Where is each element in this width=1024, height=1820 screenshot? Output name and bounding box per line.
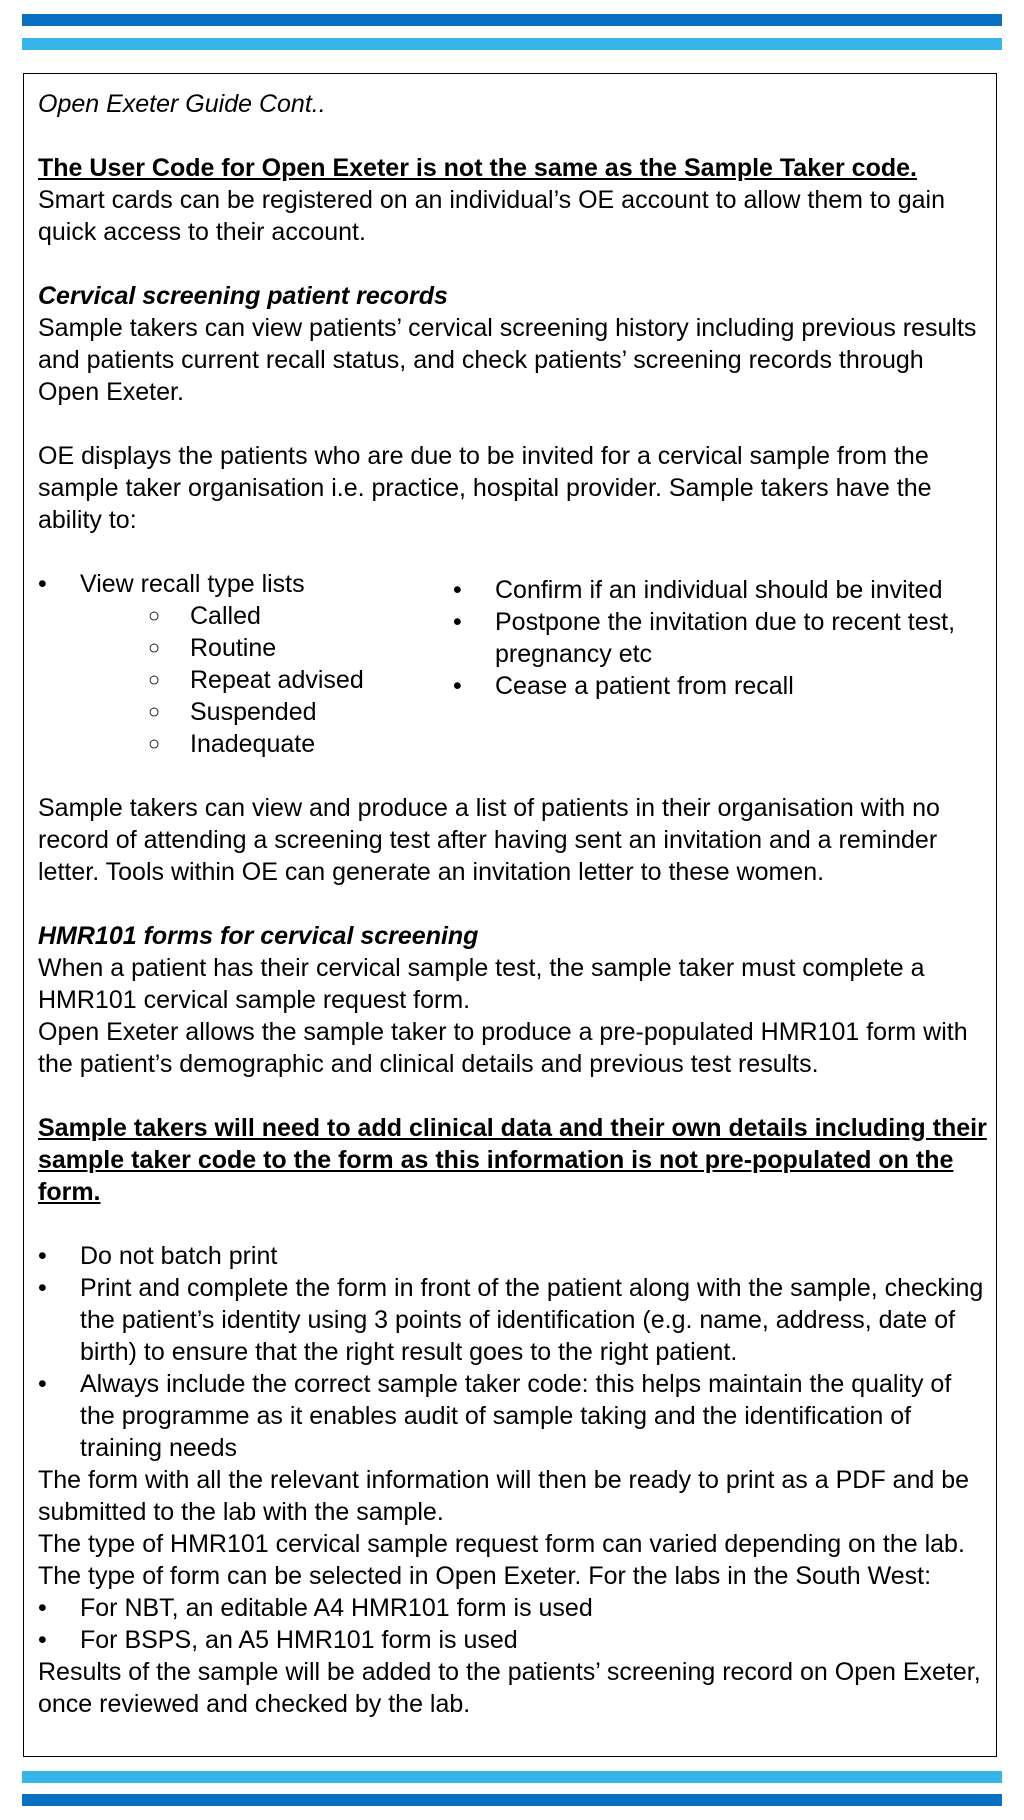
user-code-heading: The User Code for Open Exeter is not the same as the Sample Taker code. <box>38 154 917 182</box>
recall-type-list <box>80 600 453 760</box>
top-dark-stripe <box>22 14 1002 26</box>
records-heading: Cervical screening patient records <box>38 282 448 310</box>
list-item: • Do not batch print <box>38 1240 988 1272</box>
list-item: ○ Called <box>148 600 453 632</box>
list-item: • Cease a patient from recall <box>453 670 983 702</box>
hmr-warning: Sample takers will need to add clinical data and their own details including their sample taker code to the form as this information is not pre-populated on the form. <box>38 1114 987 1206</box>
hmr-text-4: The type of HMR101 cervical sample request form can varied depending on the lab. The type of form can be selected in Open Exeter. For the labs in the South West: <box>38 1530 965 1590</box>
abilities-columns <box>38 568 988 760</box>
list-item: ○ Repeat advised <box>148 664 453 696</box>
list-item: • For NBT, an editable A4 HMR101 form is used <box>38 1592 988 1624</box>
guide-content <box>38 88 988 1720</box>
list-item: • Print and complete the form in front of the patient along with the sample, checking the patient’s identity using 3 points of identification (e.g. name, address, date of birth) to ensure that the right result goes to the right patient. <box>38 1272 988 1368</box>
records-text: Sample takers can view patients’ cervical screening history including previous results and patients current recall status, and check patients’ screening records through Open Exeter. <box>38 314 977 406</box>
list-text: Sample takers can view and produce a list of patients in their organisation with no record of attending a screening test after having sent an invitation and a reminder letter. Tools within OE can generate an invitation letter to these women. <box>38 794 940 886</box>
hmr-text-5: Results of the sample will be added to the patients’ screening record on Open Exeter, once reviewed and checked by the lab. <box>38 1658 981 1718</box>
bottom-light-stripe <box>22 1771 1002 1783</box>
hmr-text-3: The form with all the relevant information will then be ready to print as a PDF and be submitted to the lab with the sample. <box>38 1466 970 1526</box>
page-title: Open Exeter Guide Cont.. <box>38 90 326 118</box>
user-code-text: Smart cards can be registered on an individual’s OE account to allow them to gain quick access to their account. <box>38 186 945 246</box>
list-item: ○ Suspended <box>148 696 453 728</box>
lab-bullet-list <box>38 1592 988 1656</box>
bottom-dark-stripe <box>22 1794 1002 1806</box>
abilities-left-column <box>38 568 453 760</box>
list-item: ○ Inadequate <box>148 728 453 760</box>
hmr-text-2: Open Exeter allows the sample taker to produce a pre-populated HMR101 form with the patient’s demographic and clinical details and previous test results. <box>38 1018 968 1078</box>
list-item: • Always include the correct sample taker code: this helps maintain the quality of the programme as it enables audit of sample taking and the identification of training needs <box>38 1368 988 1464</box>
abilities-right-column <box>453 568 983 760</box>
hmr-bullet-list <box>38 1240 988 1464</box>
list-item: • Confirm if an individual should be invited <box>453 574 983 606</box>
records-intro: OE displays the patients who are due to be invited for a cervical sample from the sample taker organisation i.e. practice, hospital provider. Sample takers have the ability to: <box>38 442 932 534</box>
hmr-text-1: When a patient has their cervical sample test, the sample taker must complete a HMR101 cervical sample request form. <box>38 954 925 1014</box>
hmr-heading: HMR101 forms for cervical screening <box>38 922 479 950</box>
list-item: ○ Routine <box>148 632 453 664</box>
top-light-stripe <box>22 38 1002 50</box>
list-item: • Postpone the invitation due to recent test, pregnancy etc <box>453 606 983 670</box>
list-item: • View recall type lists ○ Called ○ Routine ○ Repeat advised ○ Suspended ○ Inadequate <box>38 568 453 760</box>
list-item: • For BSPS, an A5 HMR101 form is used <box>38 1624 988 1656</box>
